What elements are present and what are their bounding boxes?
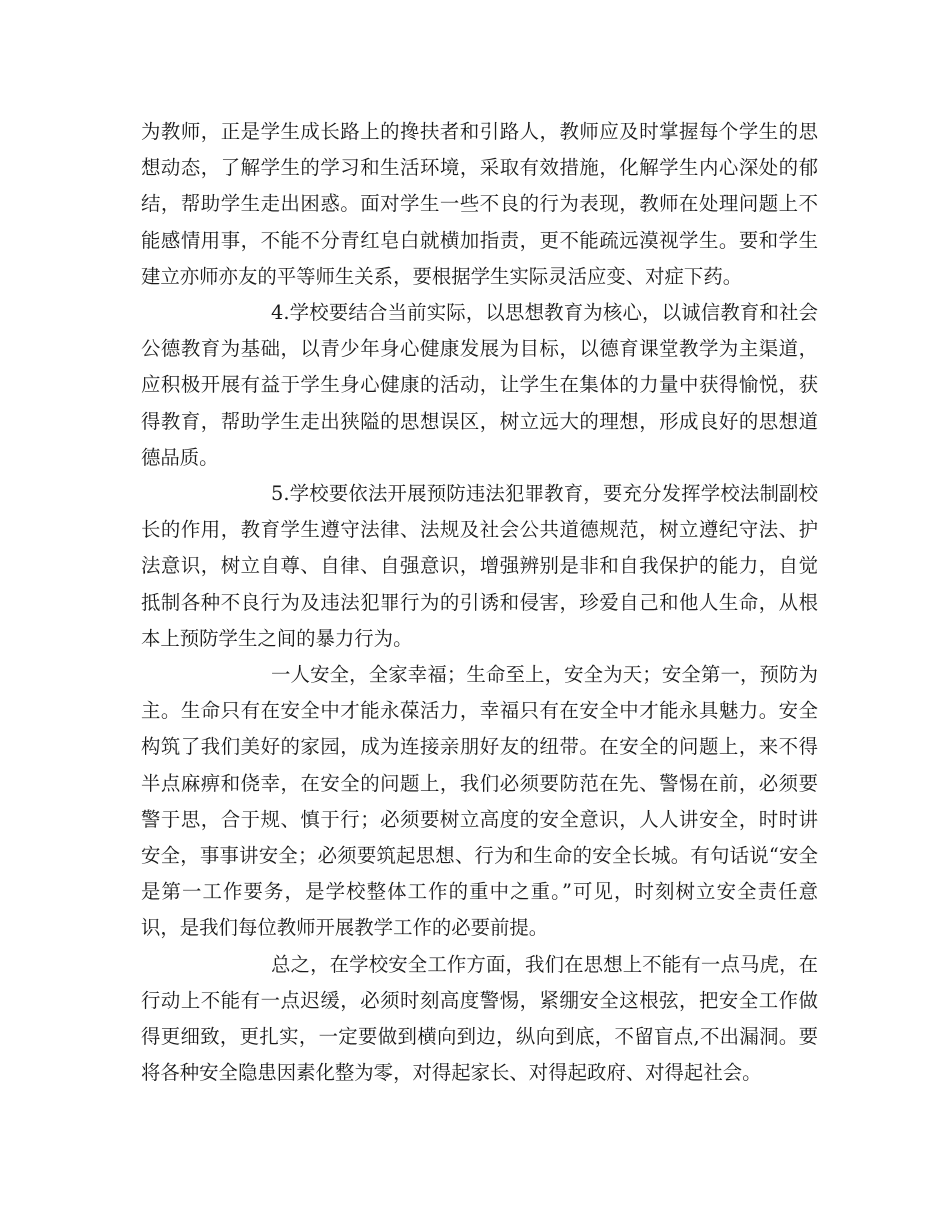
paragraph-item-5: 5.学校要依法开展预防违法犯罪教育，要充分发挥学校法制副校长的作用，教育学生遵守法律、法规及社会公共道德规范，树立遵纪守法、护法意识，树立自尊、自律、自强意识，增强辨别是非和自我保护的能力，自觉抵制各种不良行为及违法犯罪行为的引诱和侵害，珍爱自己和他人生命，从根本上预防学生之间的暴力行为。 [141,482,818,650]
paragraph-safety: 一人安全，全家幸福；生命至上，安全为天；安全第一，预防为主。生命只有在安全中才能永葆活力，幸福只有在安全中才能永具魅力。安全构筑了我们美好的家园，成为连接亲朋好友的纽带。在安全的问题上，来不得半点麻痹和侥幸，在安全的问题上，我们必须要防范在先、警惕在前，必须要警于思，合于规、慎于行；必须要树立高度的安全意识，人人讲安全，时时讲安全，事事讲安全；必须要筑起思想、行为和生命的安全长城。有句话说“安全是第一工作要务，是学校整体工作的重中之重。”可见，时刻树立安全责任意识，是我们每位教师开展教学工作的必要前提。 [141,663,818,940]
paragraph-item-4: 4.学校要结合当前实际，以思想教育为核心，以诚信教育和社会公德教育为基础，以青少年身心健康发展为目标，以德育课堂教学为主渠道，应积极开展有益于学生身心健康的活动，让学生在集体的力量中获得愉悦，获得教育，帮助学生走出狭隘的思想误区，树立远大的理想，形成良好的思想道德品质。 [141,301,818,469]
paragraph-conclusion: 总之，在学校安全工作方面，我们在思想上不能有一点马虎，在行动上不能有一点迟缓，必须时刻高度警惕，紧绷安全这根弦，把安全工作做得更细致，更扎实，一定要做到横向到边，纵向到底，不留盲点,不出漏洞。要将各种安全隐患因素化整为零，对得起家长、对得起政府、对得起社会。 [141,952,818,1085]
paragraph-continuation: 为教师，正是学生成长路上的搀扶者和引路人，教师应及时掌握每个学生的思想动态，了解学生的学习和生活环境，采取有效措施，化解学生内心深处的郁结，帮助学生走出困惑。面对学生一些不良的行为表现，教师在处理问题上不能感情用事，不能不分青红皂白就横加指责，更不能疏远漠视学生。要和学生建立亦师亦友的平等师生关系，要根据学生实际灵活应变、对症下药。 [141,120,818,288]
document-body [141,114,818,1091]
